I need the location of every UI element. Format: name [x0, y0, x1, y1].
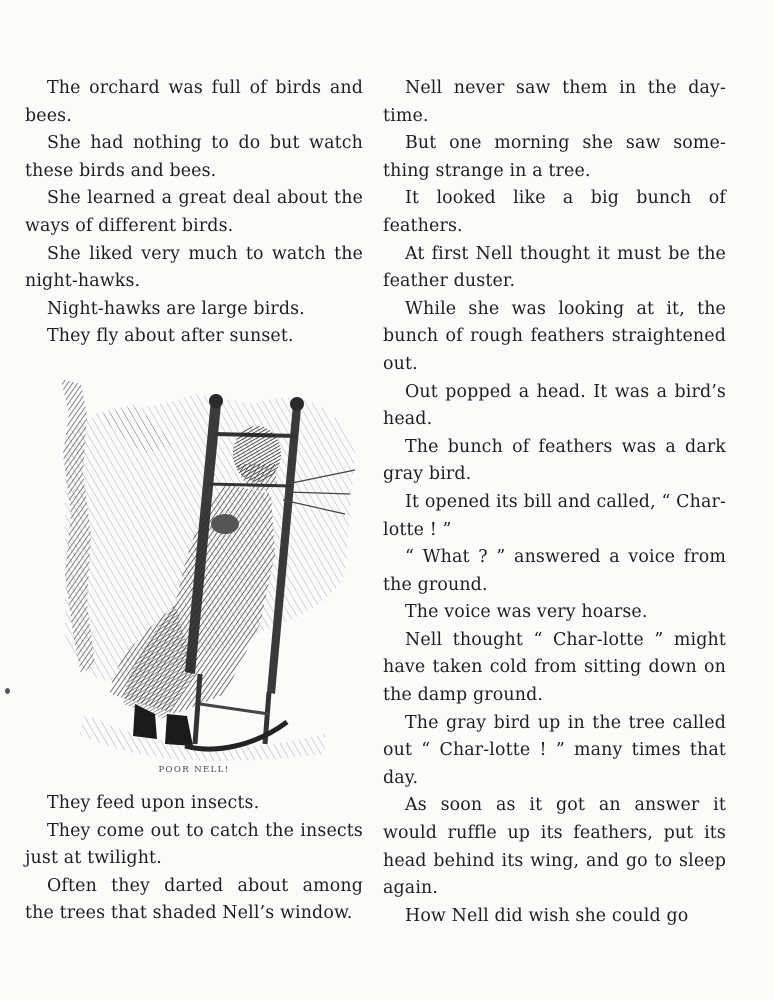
paragraph: They come out to catch the insects just at twilight.	[25, 820, 363, 869]
paragraph: How Nell did wish she could go	[405, 905, 689, 926]
right-column	[383, 75, 726, 930]
paragraph: They feed upon insects.	[47, 792, 260, 813]
paragraph: As soon as it got an answer it would ruffle up its feathers, put its head behind its wing, and go to sleep again.	[383, 795, 726, 899]
paragraph: She had nothing to do but watch these birds and bees.	[25, 133, 363, 181]
paragraph: Out popped a head. It was a bird’s head.	[383, 381, 726, 430]
left-column	[25, 75, 363, 928]
paragraph: Nell thought “ Char-lotte ” might have taken cold from sitting down on the damp ground.	[383, 629, 726, 706]
paragraph: She learned a great deal about the ways of different birds.	[25, 188, 363, 236]
left-column-bottom-text	[25, 790, 363, 928]
paragraph: But one morning she saw some-thing strange in a tree.	[383, 133, 726, 181]
engraving-drawing	[25, 374, 363, 764]
paragraph: The gray bird up in the tree called out “ Char-lotte ! ” many times that day.	[383, 712, 726, 788]
paragraph: The orchard was full of birds and bees.	[25, 78, 363, 126]
paragraph: The voice was very hoarse.	[405, 602, 648, 623]
paragraph: While she was looking at it, the bunch of rough feathers straightened out.	[383, 298, 726, 374]
illustration-caption: POOR NELL!	[158, 764, 230, 775]
paragraph: They fly about after sunset.	[47, 326, 294, 347]
paragraph: She liked very much to watch the night-hawks.	[25, 243, 363, 292]
paragraph: Night-hawks are large birds.	[47, 298, 305, 319]
paper-speck	[5, 688, 10, 694]
paragraph: It opened its bill and called, “ Char-lotte ! ”	[383, 491, 726, 540]
paragraph: Often they darted about among the trees that shaded Nell’s window.	[25, 875, 363, 924]
illustration-girl-in-rocking-chair	[25, 374, 363, 764]
paragraph: At first Nell thought it must be the feather duster.	[383, 243, 726, 292]
paragraph: “ What ? ” answered a voice from the ground.	[383, 547, 726, 595]
paragraph: It looked like a big bunch of feathers.	[383, 188, 726, 236]
paragraph: Nell never saw them in the day-time.	[383, 78, 726, 126]
paragraph: The bunch of feathers was a dark gray bird.	[383, 436, 726, 485]
